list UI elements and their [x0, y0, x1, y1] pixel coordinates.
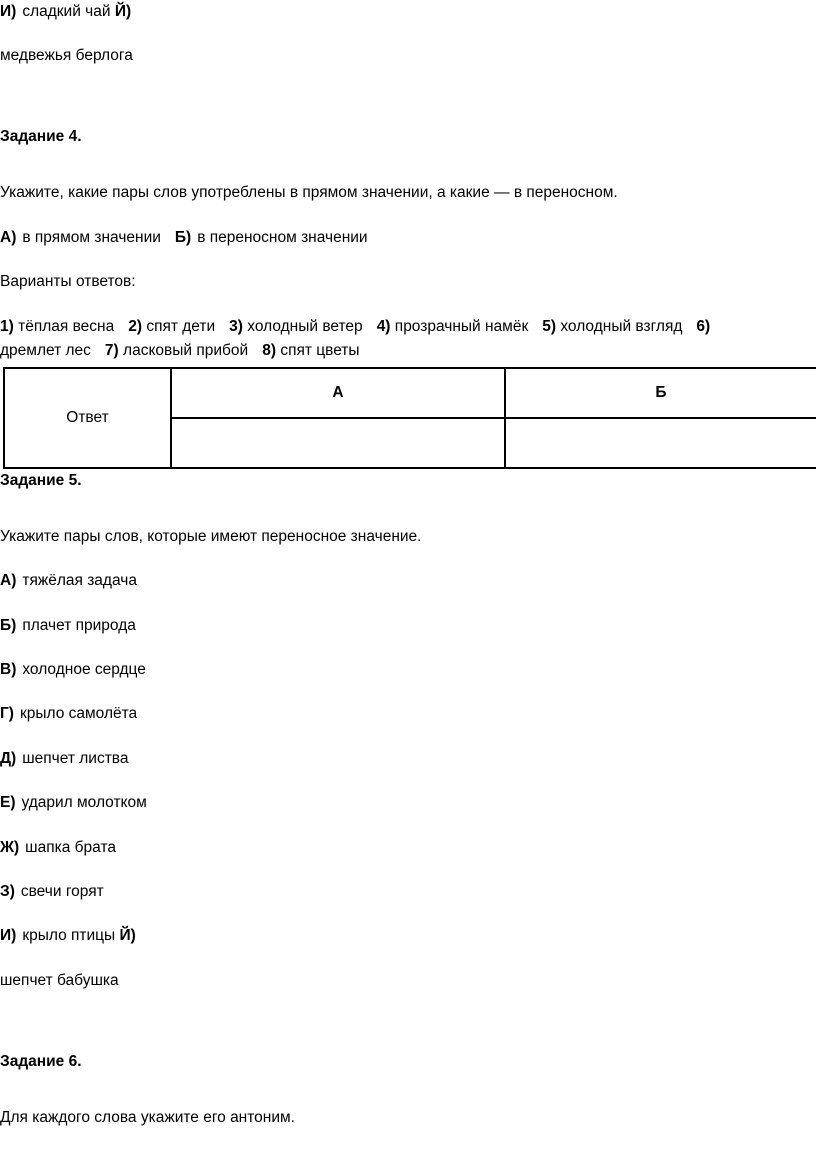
option-number: 1) — [0, 318, 14, 335]
list-item — [0, 659, 146, 681]
item-text: тяжёлая задача — [22, 572, 137, 589]
option-number: 6) — [696, 318, 711, 335]
item-marker: Д) — [0, 750, 17, 767]
item-marker: И) — [0, 927, 17, 944]
item-text: крыло птицы — [22, 927, 116, 944]
item-marker: А) — [0, 572, 17, 589]
list-item — [0, 837, 116, 859]
item-text: крыло самолёта — [19, 705, 138, 722]
answer-cell-a[interactable] — [171, 418, 505, 468]
item-marker: А) — [0, 229, 17, 246]
item-marker: И) — [0, 3, 17, 20]
item-marker: Й) — [114, 3, 132, 20]
item-marker: Ж) — [0, 839, 20, 856]
task-title: Задание 6. — [0, 1053, 82, 1070]
option-text: прозрачный намёк — [394, 318, 529, 335]
item-marker: Й) — [119, 927, 136, 944]
column-header-b: Б — [505, 368, 816, 418]
item-marker: В) — [0, 661, 17, 678]
option-text: спят дети — [146, 318, 216, 335]
item-text: в переносном значении — [197, 229, 368, 246]
item-marker: Е) — [0, 794, 16, 811]
option-number: 2) — [128, 318, 142, 335]
item-text: шепчет листва — [22, 750, 129, 767]
item-text: плачет природа — [22, 617, 136, 634]
option-number: 4) — [376, 318, 391, 335]
option-number: 8) — [262, 342, 276, 359]
options-line — [0, 316, 710, 338]
task-instruction: Укажите, какие пары слов употреблены в прямом значении, а какие — в переносном. — [0, 184, 618, 201]
item-marker: З) — [0, 883, 15, 900]
column-legend — [0, 227, 368, 249]
option-number: 5) — [542, 318, 557, 335]
task-title: Задание 4. — [0, 128, 82, 145]
item-text: сладкий чай — [22, 3, 111, 20]
task-title: Задание 5. — [0, 472, 82, 489]
option-text: ласковый прибой — [123, 342, 249, 359]
item-marker: Г) — [0, 705, 14, 722]
answer-table — [3, 367, 816, 469]
option-text: тёплая весна — [18, 318, 115, 335]
list-item — [0, 881, 104, 903]
variants-label: Варианты ответов: — [0, 273, 136, 290]
option-text: дремлет лес — [0, 342, 91, 359]
item-marker: Б) — [174, 229, 192, 246]
answer-cell-b[interactable] — [505, 418, 816, 468]
item-text: свечи горят — [20, 883, 104, 900]
item-text: в прямом значении — [22, 229, 161, 246]
option-text: холодный взгляд — [560, 318, 683, 335]
options-line — [0, 340, 360, 362]
option-number: 3) — [229, 318, 243, 335]
column-header-a: А — [171, 368, 505, 418]
item-marker: Б) — [0, 617, 17, 634]
list-item — [0, 748, 129, 770]
item-text: шепчет бабушка — [0, 972, 119, 989]
item-text: холодное сердце — [22, 661, 146, 678]
list-item — [0, 925, 136, 947]
option-number: 7) — [104, 342, 119, 359]
answer-row-label: Ответ — [4, 368, 171, 468]
task-instruction: Для каждого слова укажите его антоним. — [0, 1109, 295, 1126]
item-text: ударил молотком — [21, 794, 147, 811]
item-text: шапка брата — [25, 839, 116, 856]
item-text: медвежья берлога — [0, 47, 133, 64]
list-item — [0, 615, 136, 637]
list-item — [0, 792, 147, 814]
list-item — [0, 703, 137, 725]
option-text: холодный ветер — [247, 318, 363, 335]
list-item — [0, 1, 131, 23]
task-instruction: Укажите пары слов, которые имеют переносное значение. — [0, 528, 422, 545]
list-item — [0, 570, 137, 592]
option-text: спят цветы — [280, 342, 360, 359]
